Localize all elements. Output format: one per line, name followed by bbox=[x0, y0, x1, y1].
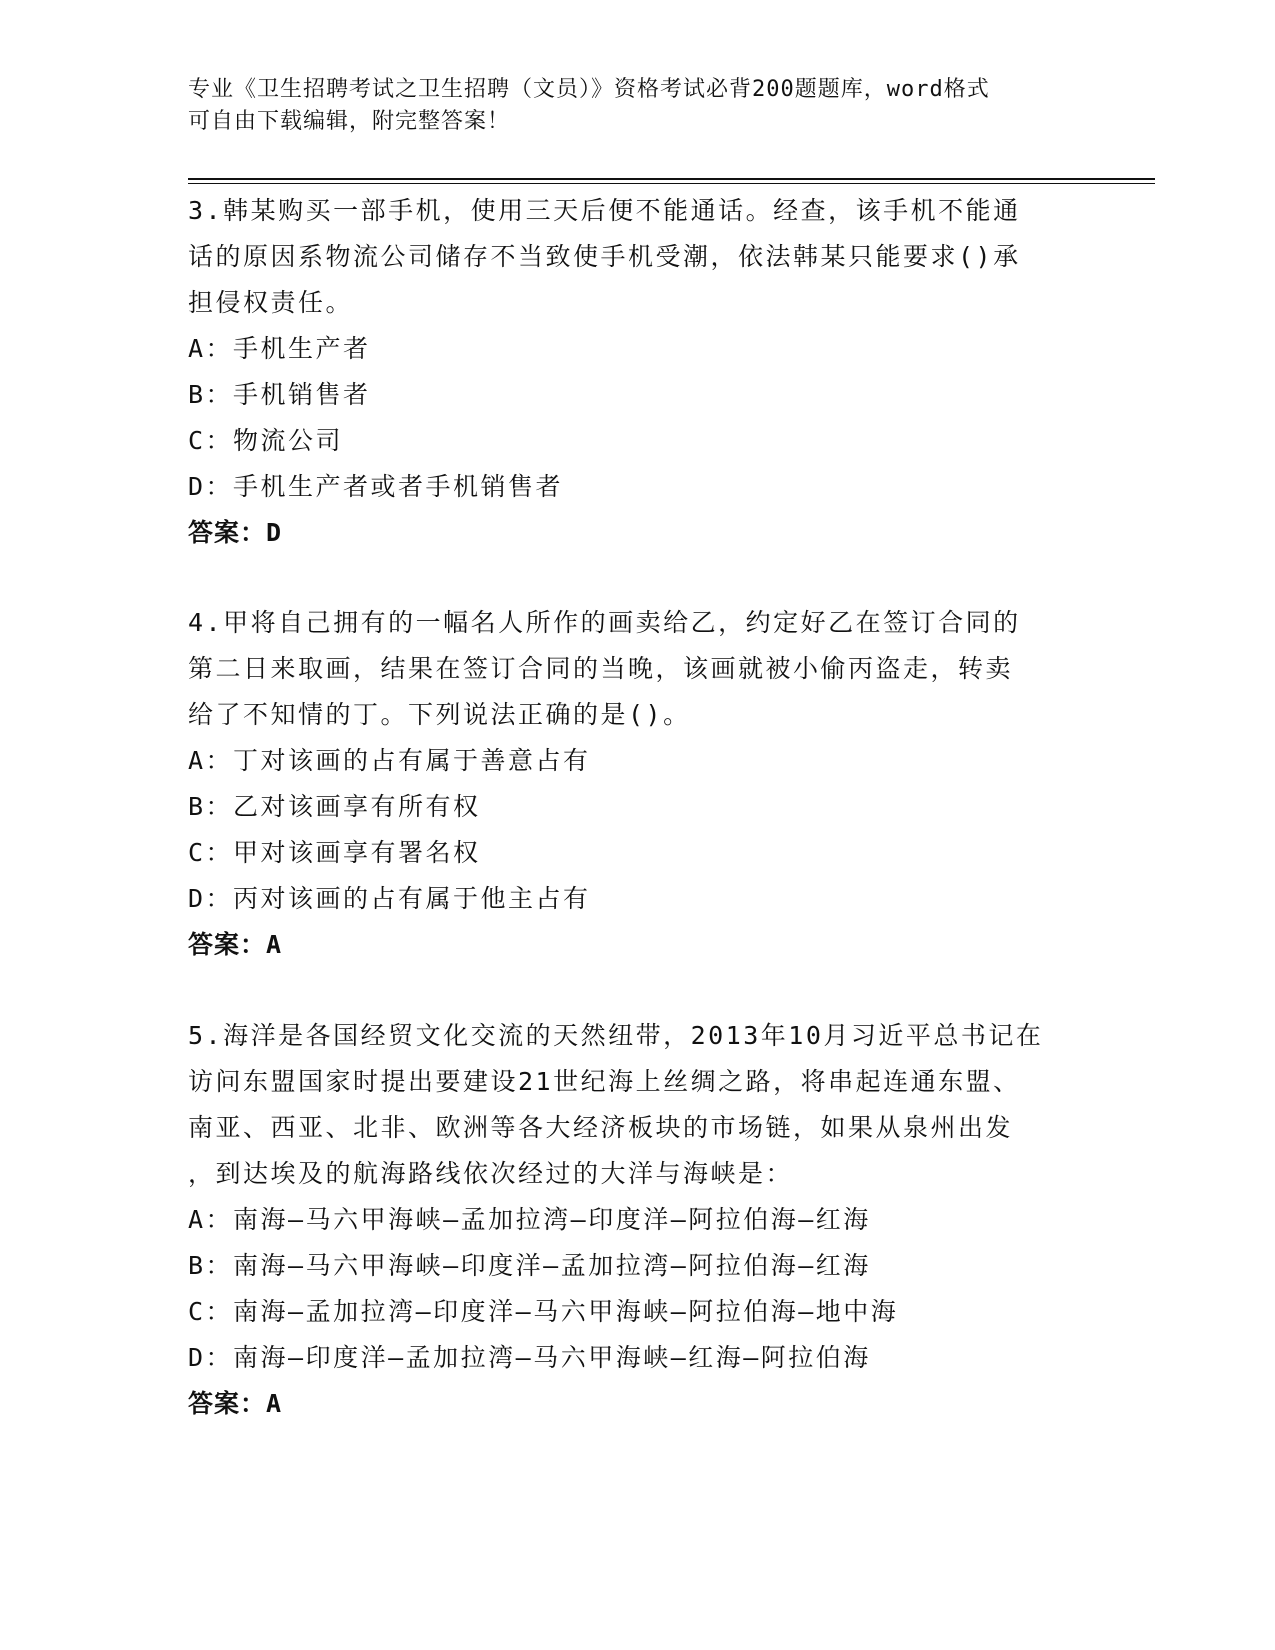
question-4-option-c: C：甲对该画享有署名权 bbox=[188, 838, 481, 867]
question-5-line-3: 南亚、西亚、北非、欧洲等各大经济板块的市场链，如果从泉州出发 bbox=[188, 1113, 1014, 1142]
question-5-option-a: A：南海—马六甲海峡—孟加拉湾—印度洋—阿拉伯海—红海 bbox=[188, 1205, 871, 1234]
question-3-option-c: C：物流公司 bbox=[188, 426, 344, 455]
question-5-answer: 答案：A bbox=[188, 1389, 283, 1418]
question-4-line-2: 第二日来取画，结果在签订合同的当晚，该画就被小偷丙盗走，转卖 bbox=[188, 654, 1014, 683]
question-5-line-1: 5.海洋是各国经贸文化交流的天然纽带，2013年10月习近平总书记在 bbox=[188, 1021, 1044, 1050]
question-3-line-3: 担侵权责任。 bbox=[188, 288, 354, 317]
document-header bbox=[188, 74, 1088, 138]
question-3-option-d: D：手机生产者或者手机销售者 bbox=[188, 472, 564, 501]
question-4-option-a: A：丁对该画的占有属于善意占有 bbox=[188, 746, 591, 775]
question-4-option-b: B：乙对该画享有所有权 bbox=[188, 792, 481, 821]
question-4 bbox=[188, 600, 1088, 968]
header-divider-thick bbox=[188, 178, 1155, 180]
question-4-answer: 答案：A bbox=[188, 930, 283, 959]
question-3 bbox=[188, 188, 1088, 556]
question-3-line-1: 3.韩某购买一部手机，使用三天后便不能通话。经查，该手机不能通 bbox=[188, 196, 1021, 225]
header-divider-thin bbox=[188, 183, 1155, 184]
question-3-option-b: B：手机销售者 bbox=[188, 380, 371, 409]
question-5-option-d: D：南海—印度洋—孟加拉湾—马六甲海峡—红海—阿拉伯海 bbox=[188, 1343, 871, 1372]
question-3-option-a: A：手机生产者 bbox=[188, 334, 371, 363]
question-3-line-2: 话的原因系物流公司储存不当致使手机受潮，依法韩某只能要求()承 bbox=[188, 242, 1021, 271]
question-5-text bbox=[188, 1013, 1088, 1197]
question-5-option-c: C：南海—孟加拉湾—印度洋—马六甲海峡—阿拉伯海—地中海 bbox=[188, 1297, 899, 1326]
question-5-line-4: ，到达埃及的航海路线依次经过的大洋与海峡是： bbox=[188, 1159, 794, 1188]
question-4-option-d: D：丙对该画的占有属于他主占有 bbox=[188, 884, 591, 913]
question-3-answer: 答案：D bbox=[188, 518, 283, 547]
question-5 bbox=[188, 1013, 1088, 1427]
question-4-line-3: 给了不知情的丁。下列说法正确的是()。 bbox=[188, 700, 691, 729]
header-line-1: 专业《卫生招聘考试之卫生招聘（文员）》资格考试必背200题题库，word格式 bbox=[188, 77, 990, 102]
question-5-line-2: 访问东盟国家时提出要建设21世纪海上丝绸之路，将串起连通东盟、 bbox=[188, 1067, 1021, 1096]
question-3-text bbox=[188, 188, 1088, 326]
question-5-option-b: B：南海—马六甲海峡—印度洋—孟加拉湾—阿拉伯海—红海 bbox=[188, 1251, 871, 1280]
question-4-line-1: 4.甲将自己拥有的一幅名人所作的画卖给乙，约定好乙在签订合同的 bbox=[188, 608, 1021, 637]
question-4-text bbox=[188, 600, 1088, 738]
header-line-2: 可自由下载编辑，附完整答案！ bbox=[188, 109, 511, 134]
